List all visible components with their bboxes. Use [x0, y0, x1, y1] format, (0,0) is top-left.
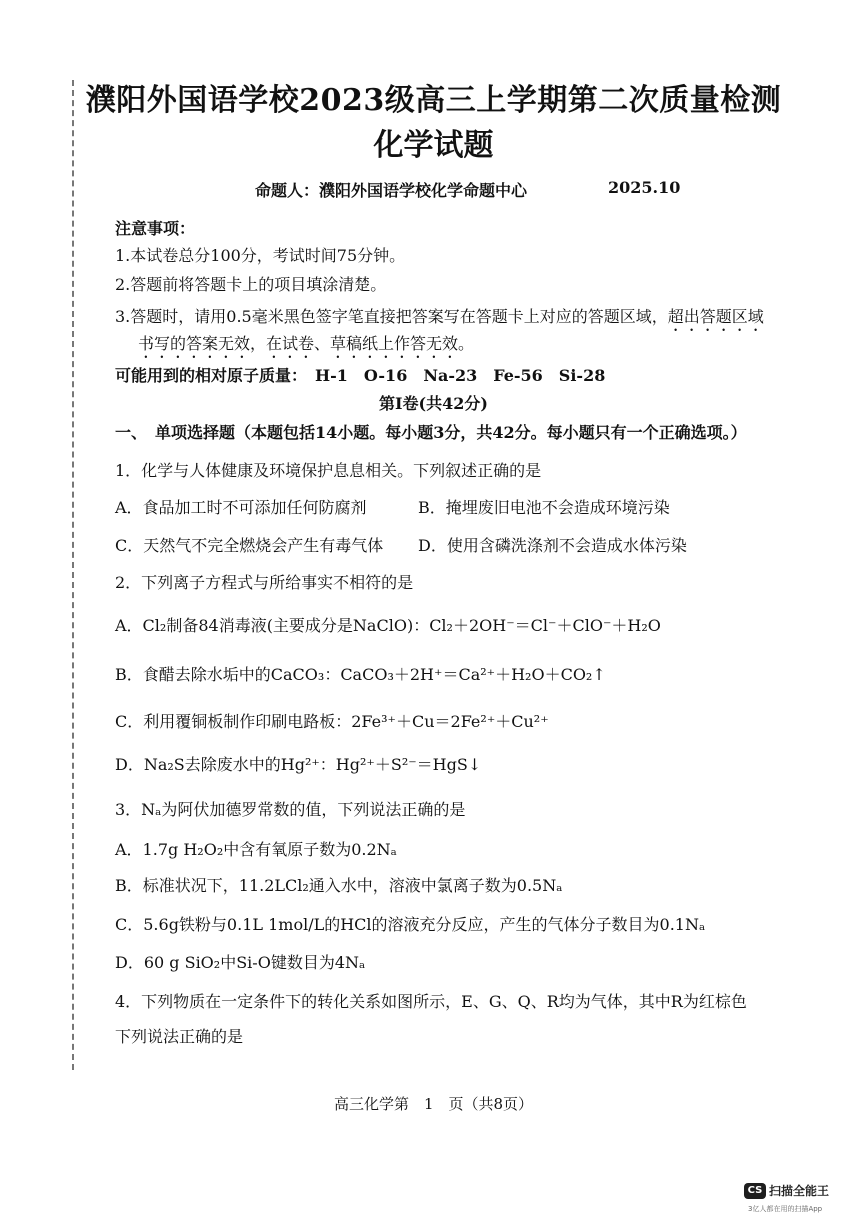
note-item-3-line2: 书写的答案无效，在试卷、草稿纸上作答无效。	[138, 334, 475, 353]
question-3-option-d: D．60 g SiO₂中Si-O键数目为4Nₐ	[115, 953, 366, 972]
exam-subtitle: 化学试题	[373, 128, 494, 163]
question-2-option-b: B．食醋去除水垢中的CaCO₃：CaCO₃＋2H⁺＝Ca²⁺＋H₂O＋CO₂↑	[115, 665, 606, 684]
question-1-stem: 1．化学与人体健康及环境保护息息相关。下列叙述正确的是	[115, 461, 542, 480]
question-4-stem: 4．下列物质在一定条件下的转化关系如图所示，E、G、Q、R均为气体，其中R为红棕色	[115, 992, 747, 1011]
question-4-stem-line2: 下列说法正确的是	[115, 1027, 244, 1046]
question-1-option-b: B．掩埋废旧电池不会造成环境污染	[418, 498, 670, 517]
note-item-3-text: 3.答题时，请用0.5毫米黑色签字笔直接把答案写在答题卡上对应的答题区域，	[115, 307, 668, 326]
question-3-stem: 3．Nₐ为阿伏加德罗常数的值，下列说法正确的是	[115, 800, 466, 819]
atomic-masses: 可能用到的相对原子质量： H-1 O-16 Na-23 Fe-56 Si-28	[115, 366, 606, 385]
scanner-logo-icon: CS	[744, 1183, 766, 1199]
question-1-option-a: A．食品加工时不可添加任何防腐剂	[115, 498, 367, 517]
scanner-tagline: 3亿人都在用的扫描App	[748, 1205, 823, 1213]
part-title: 第Ⅰ卷(共42分)	[379, 394, 488, 413]
exam-date: 2025.10	[608, 178, 681, 197]
question-3-option-c: C．5.6g铁粉与0.1L 1mol/L的HCl的溶液充分反应，产生的气体分子数目为0.1Nₐ	[115, 915, 706, 934]
question-3-option-a: A．1.7g H₂O₂中含有氧原子数为0.2Nₐ	[115, 840, 397, 859]
question-3-option-b: B．标准状况下，11.2LCl₂通入水中，溶液中氯离子数为0.5Nₐ	[115, 876, 563, 895]
question-2-option-a: A．Cl₂制备84消毒液(主要成分是NaClO)：Cl₂＋2OH⁻＝Cl⁻＋ClO⁻＋H₂O	[115, 616, 661, 635]
scanner-watermark	[744, 1180, 829, 1199]
question-2-option-d: D．Na₂S去除废水中的Hg²⁺：Hg²⁺＋S²⁻＝HgS↓	[115, 755, 482, 774]
exam-title: 濮阳外国语学校2023级高三上学期第二次质量检测	[85, 83, 782, 118]
note-item-2: 2.答题前将答题卡上的项目填涂清楚。	[115, 275, 387, 294]
question-1-option-d: D．使用含磷洗涤剂不会造成水体污染	[418, 536, 687, 555]
note-item-3-emphasis: 超出答题区域	[667, 307, 764, 326]
section-title: 一、 单项选择题（本题包括14小题。每小题3分，共42分。每小题只有一个正确选项。）	[115, 423, 747, 442]
scan-binding-edge	[72, 80, 74, 1070]
exam-author: 命题人：濮阳外国语学校化学命题中心	[255, 181, 528, 200]
scanner-app-name: 扫描全能王	[769, 1184, 830, 1198]
question-2-option-c: C．利用覆铜板制作印刷电路板：2Fe³⁺＋Cu＝2Fe²⁺＋Cu²⁺	[115, 712, 549, 731]
question-2-stem: 2．下列离子方程式与所给事实不相符的是	[115, 573, 414, 592]
question-1-option-c: C．天然气不完全燃烧会产生有毒气体	[115, 536, 384, 555]
notes-heading: 注意事项：	[115, 219, 196, 238]
note-item-1: 1.本试卷总分100分，考试时间75分钟。	[115, 246, 406, 265]
page-footer: 高三化学第 1 页（共8页）	[333, 1095, 534, 1113]
